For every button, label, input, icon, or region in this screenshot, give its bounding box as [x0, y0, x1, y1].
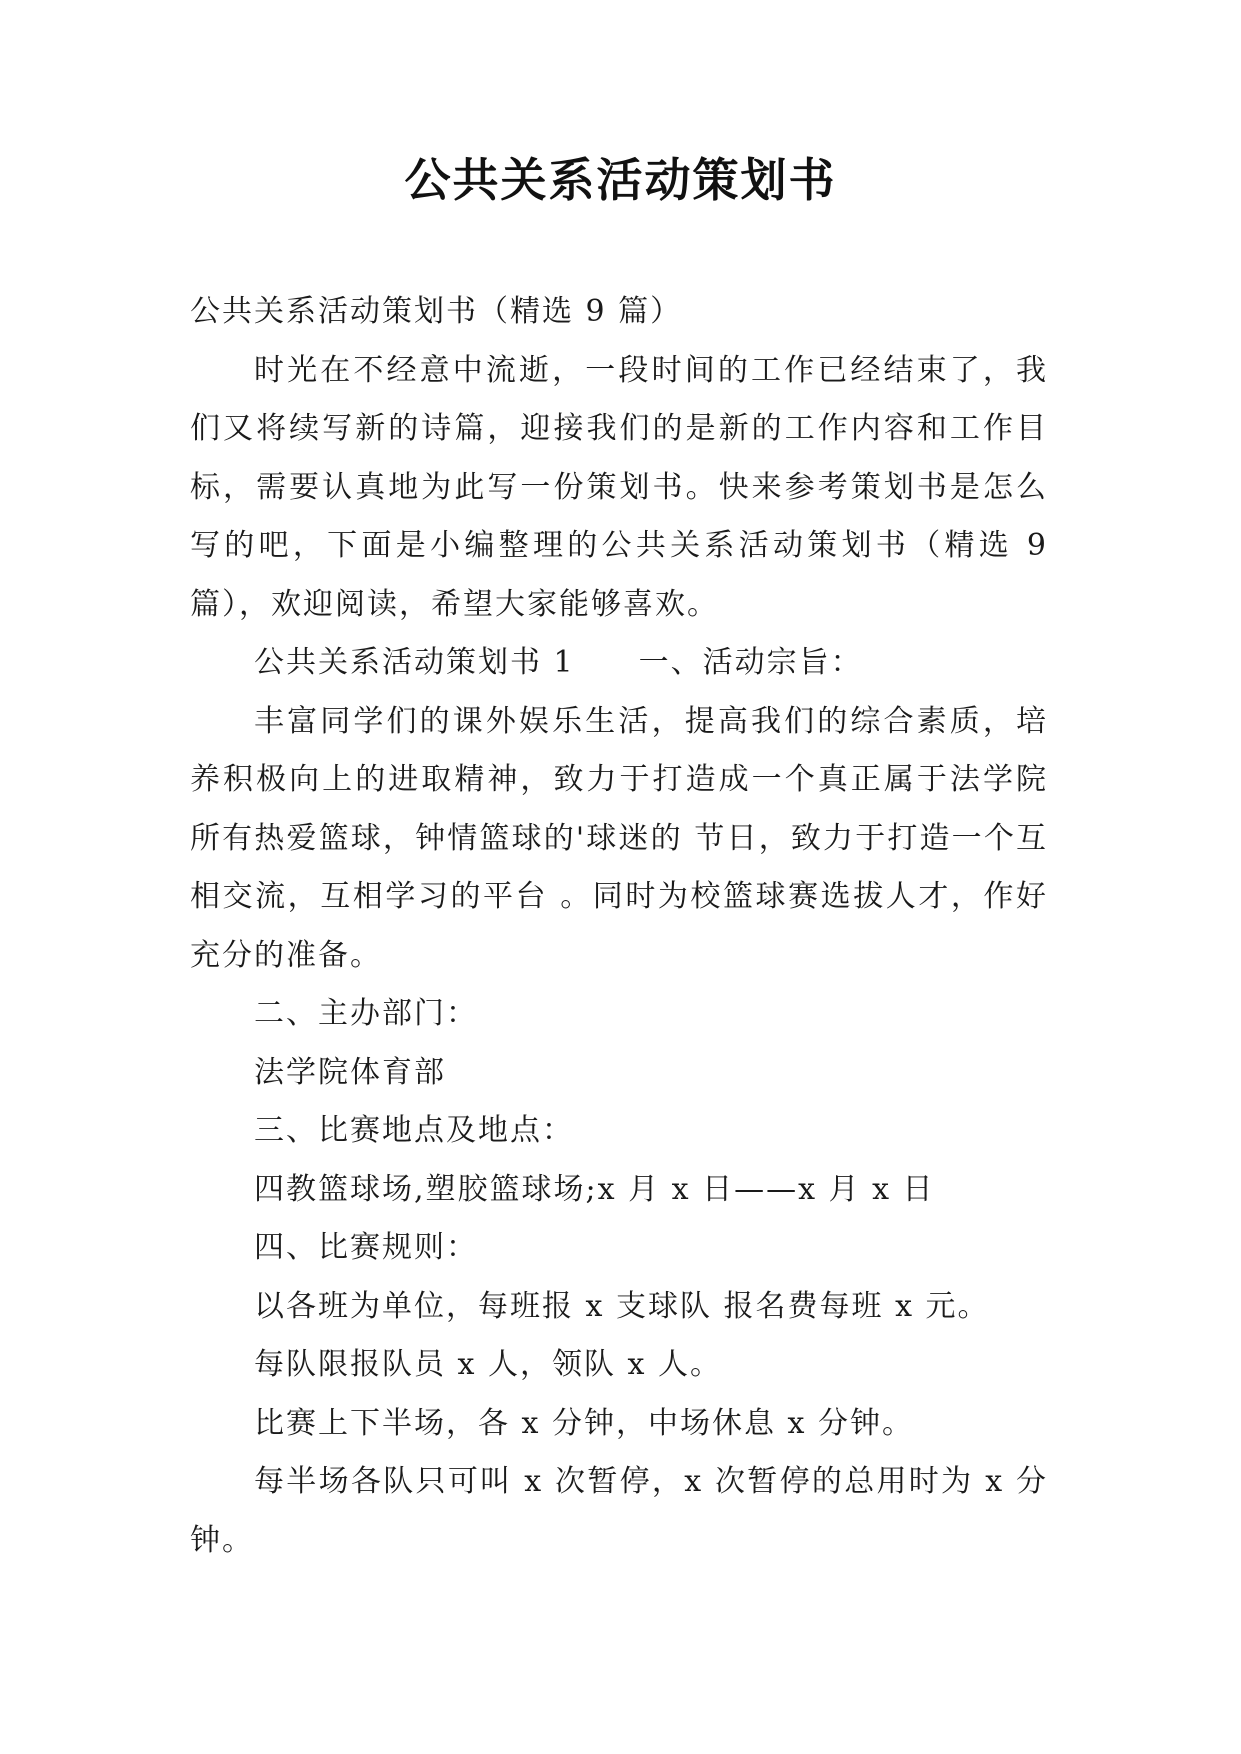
organizer-paragraph: 法学院体育部	[254, 1054, 446, 1090]
purpose-paragraph: 丰富同学们的课外娱乐生活，提高我们的综合素质，培养积极向上的进取精神，致力于打造成一个真正属于法学院所有热爱篮球，钟情篮球的'球迷的 节日，致力于打造一个互相交流，互相学习的平台 。同时为校篮球赛选拔人才，作好充分的准备。	[190, 703, 1048, 973]
intro-paragraph: 时光在不经意中流逝，一段时间的工作已经结束了，我们又将续写新的诗篇，迎接我们的是新的工作内容和工作目标，需要认真地为此写一份策划书。快来参考策划书是怎么写的吧，下面是小编整理的公共关系活动策划书（精选 9 篇），欢迎阅读，希望大家能够喜欢。	[190, 352, 1048, 622]
rule-paragraph: 比赛上下半场，各 x 分钟，中场休息 x 分钟。	[254, 1405, 914, 1441]
rule-paragraph: 每半场各队只可叫 x 次暂停，x 次暂停的总用时为 x 分钟。	[190, 1464, 1048, 1558]
rule-paragraph: 每队限报队员 x 人，领队 x 人。	[254, 1347, 722, 1382]
document-title: 公共关系活动策划书	[404, 153, 837, 207]
section-heading-rules: 四、比赛规则：	[254, 1230, 478, 1265]
section-heading-venue: 三、比赛地点及地点：	[254, 1113, 574, 1148]
venue-paragraph: 四教篮球场,塑胶篮球场;x 月 x 日——x 月 x 日	[254, 1171, 935, 1207]
section-heading-organizer: 二、主办部门：	[254, 996, 478, 1031]
rule-paragraph: 以各班为单位，每班报 x 支球队 报名费每班 x 元。	[254, 1288, 990, 1324]
document-body	[190, 283, 1048, 1570]
section-heading-purpose: 公共关系活动策划书 1 一、活动宗旨：	[254, 645, 863, 680]
document-subtitle: 公共关系活动策划书（精选 9 篇）	[190, 294, 683, 329]
